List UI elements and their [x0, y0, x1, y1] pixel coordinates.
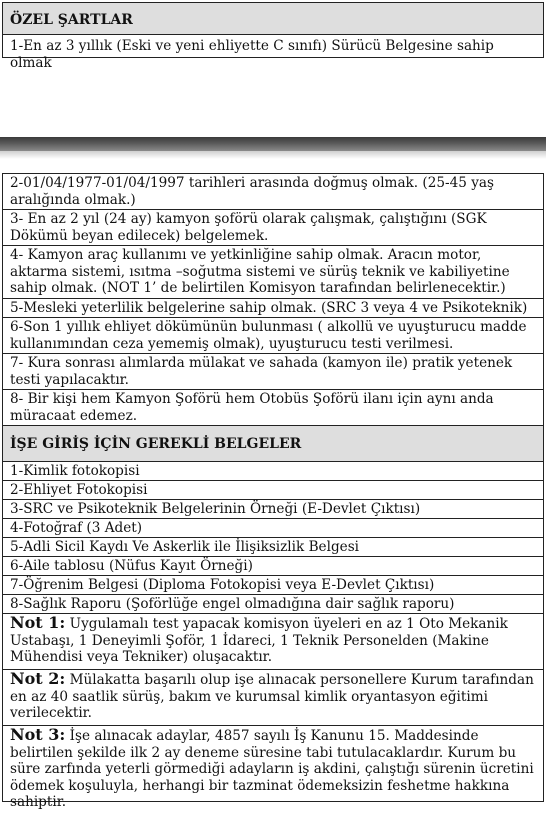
special-conditions-title: ÖZEL ŞARTLAR — [3, 3, 543, 35]
document-item: 8-Sağlık Raporu (Şoförlüğe engel olmadığına dair sağlık raporu) — [3, 595, 543, 614]
document-item: 7-Öğrenim Belgesi (Diploma Fotokopisi veya E-Devlet Çıktısı) — [3, 576, 543, 595]
note-1 — [3, 614, 543, 670]
document-item: 6-Aile tablosu (Nüfus Kayıt Örneği) — [3, 557, 543, 576]
page-break-shadow — [0, 151, 546, 159]
requirement-item: 5-Mesleki yeterlilik belgelerine sahip olmak. (SRC 3 veya 4 ve Psikoteknik) — [3, 299, 543, 318]
note-3-text: İşe alınacak adaylar, 4857 sayılı İş Kanunu 15. Maddesinde belirtilen şekilde ilk 2 ay deneme süresine tabi tutulacaklardır. Kurum bu süre zarfında yeterli görmediği adayların iş akdini, çalıştığı sürenin ücretini ödemek koşuluyla, herhangi bir tazminat ödemeksizin feshetme hakkına sahiptir. — [10, 728, 534, 811]
document-item: 1-Kimlik fotokopisi — [3, 462, 543, 481]
requirement-item: 7- Kura sonrası alımlarda mülakat ve sahada (kamyon ile) pratik yetenek testi yapılacaktır. — [3, 354, 543, 390]
required-documents-title: İŞE GİRİŞ İÇİN GEREKLİ BELGELER — [3, 426, 543, 462]
requirement-item: 3- En az 2 yıl (24 ay) kamyon şoförü olarak çalışmak, çalıştığını (SGK Dökümü beyan edilecek) belgelemek. — [3, 210, 543, 246]
special-condition-item-1: 1-En az 3 yıllık (Eski ve yeni ehliyette C sınıfı) Sürücü Belgesine sahip olmak — [3, 35, 543, 58]
note-1-text: Uygulamalı test yapacak komisyon üyeleri en az 1 Oto Mekanik Ustabaşı, 1 Deneyimli Şoför, 1 İdareci, 1 Teknik Personelden (Makine Mühendisi veya Tekniker) oluşacaktır. — [10, 616, 508, 666]
page-break-band — [0, 137, 546, 151]
note-3 — [3, 725, 543, 811]
document-item: 2-Ehliyet Fotokopisi — [3, 481, 543, 500]
note-2-label: Not 2: — [10, 669, 66, 688]
note-2-text: Mülakatta başarılı olup işe alınacak personellere Kurum tarafından en az 40 saatlik sürüş, bakım ve kurumsal kimlik oryantasyon eğitimi verilecektir. — [10, 672, 534, 722]
requirements-table — [2, 173, 544, 811]
note-1-label: Not 1: — [10, 613, 66, 632]
requirement-item: 4- Kamyon araç kullanımı ve yetkinliğine sahip olmak. Aracın motor, aktarma sistemi, ısıtma –soğutma sistemi ve sürüş teknik ve kabiliyetine sahip olmak. (NOT 1’ de belirtilen Komisyon tarafından belirlenecektir.) — [3, 246, 543, 299]
document-item: 3-SRC ve Psikoteknik Belgelerinin Örneği (E-Devlet Çıktısı) — [3, 500, 543, 519]
special-conditions-table — [2, 2, 544, 71]
document-item: 5-Adli Sicil Kaydı Ve Askerlik ile İlişiksizlik Belgesi — [3, 538, 543, 557]
requirement-item: 6-Son 1 yıllık ehliyet dökümünün bulunması ( alkollü ve uyuşturucu madde kullanımından ceza yememiş olmak), uyuşturucu testi verilmesi. — [3, 318, 543, 354]
note-2 — [3, 670, 543, 726]
document-item: 4-Fotoğraf (3 Adet) — [3, 519, 543, 538]
requirement-item: 2-01/04/1977-01/04/1997 tarihleri arasında doğmuş olmak. (25-45 yaş aralığında olmak.) — [3, 174, 543, 210]
requirement-item: 8- Bir kişi hem Kamyon Şoförü hem Otobüs Şoförü ilanı için aynı anda müracaat edemez. — [3, 390, 543, 426]
note-3-label: Not 3: — [10, 725, 66, 744]
